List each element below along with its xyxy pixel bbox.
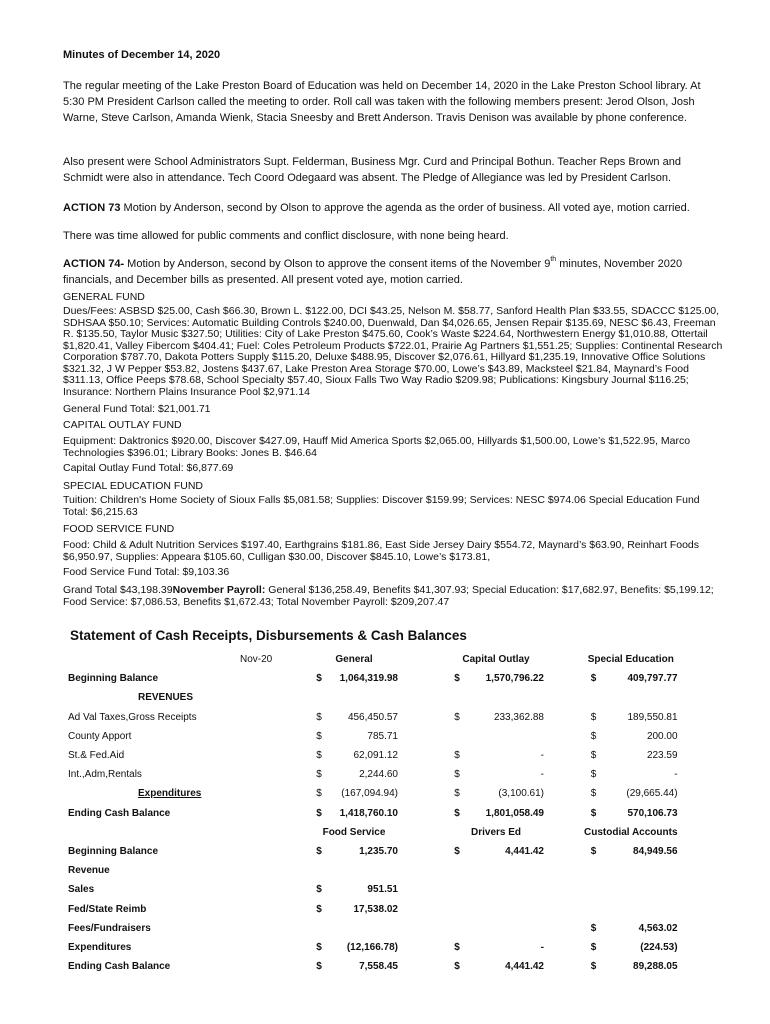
table-cell-amount: 2,244.60 bbox=[359, 769, 398, 781]
capital-outlay-heading: CAPITAL OUTLAY FUND bbox=[63, 419, 182, 431]
table-cell bbox=[603, 880, 677, 899]
table-cell bbox=[240, 669, 310, 688]
table-cell-currency: $ bbox=[454, 769, 460, 781]
table-cell bbox=[68, 650, 240, 669]
table-cell bbox=[544, 823, 584, 842]
table-cell-amount: 785.71 bbox=[367, 730, 398, 742]
table-cell bbox=[448, 919, 466, 938]
table-cell: Int.,Adm,Rentals bbox=[68, 769, 142, 781]
table-cell bbox=[398, 727, 448, 746]
table-cell bbox=[240, 784, 310, 803]
table-cell-amount: 4,563.02 bbox=[638, 922, 678, 934]
table-cell bbox=[544, 899, 584, 918]
table-cell bbox=[398, 823, 448, 842]
action-74 bbox=[63, 256, 723, 288]
table-cell bbox=[398, 919, 448, 938]
table-cell-amount: 951.51 bbox=[367, 884, 398, 896]
table-cell bbox=[240, 842, 310, 861]
table-cell bbox=[398, 899, 448, 918]
table-cell-amount: 223.59 bbox=[646, 750, 678, 762]
revenues-label: REVENUES bbox=[138, 692, 194, 704]
table-cell bbox=[448, 880, 466, 899]
table-cell: Beginning Balance bbox=[68, 673, 159, 685]
table-cell: Beginning Balance bbox=[68, 845, 159, 857]
table-cell bbox=[240, 899, 310, 918]
table-cell-currency: $ bbox=[316, 884, 322, 896]
table-cell bbox=[544, 727, 584, 746]
table-cell-currency: $ bbox=[590, 961, 597, 973]
table-row bbox=[68, 688, 678, 707]
table-cell bbox=[398, 804, 448, 823]
table-cell: Ending Cash Balance bbox=[68, 807, 171, 819]
table-cell: Sales bbox=[68, 884, 95, 896]
minutes-title: Minutes of December 14, 2020 bbox=[63, 49, 221, 61]
table-cell bbox=[328, 919, 398, 938]
table-cell-amount: (224.53) bbox=[640, 941, 678, 953]
table-row bbox=[68, 919, 678, 938]
col-capital-outlay: Capital Outlay bbox=[462, 654, 530, 666]
table-cell-amount: 233,362.88 bbox=[493, 711, 544, 723]
table-cell bbox=[68, 823, 240, 842]
table-cell-currency: $ bbox=[454, 673, 460, 685]
table-cell-currency: $ bbox=[316, 788, 322, 800]
table-cell-currency: $ bbox=[590, 845, 597, 857]
table-cell-currency: $ bbox=[454, 961, 460, 973]
table-cell-currency: $ bbox=[316, 903, 322, 915]
table-cell-amount: 89,288.05 bbox=[633, 961, 678, 973]
table-row bbox=[68, 842, 678, 861]
table-cell-currency: $ bbox=[454, 807, 460, 819]
action-73-label: ACTION 73 bbox=[63, 202, 121, 214]
table-cell-currency: $ bbox=[316, 769, 322, 781]
special-ed-heading: SPECIAL EDUCATION FUND bbox=[63, 480, 204, 492]
table-cell bbox=[544, 765, 584, 784]
paragraph-attendance: The regular meeting of the Lake Preston Board of Education was held on December 14, 2020 in the Lake Preston School library. At 5:30 PM President Carlson called the meeting to order. Roll call was taken with the following members present: Jerod Olson, Josh Warne, Steve Carlson, Amanda Wienk, Stacia Sneesby and Brett Anderson. Travis Denison was available by phone conference. bbox=[63, 80, 701, 124]
table-cell-amount: - bbox=[540, 750, 544, 762]
table-cell-amount: - bbox=[540, 941, 544, 953]
table-cell-amount: 4,441.42 bbox=[505, 845, 544, 857]
table-cell-currency: $ bbox=[316, 961, 322, 973]
table-cell bbox=[398, 957, 448, 976]
table-cell bbox=[398, 669, 448, 688]
table-cell-amount: 456,450.57 bbox=[347, 711, 398, 723]
table-cell bbox=[544, 938, 584, 957]
table-cell-currency: $ bbox=[316, 673, 322, 685]
table-cell-amount: 1,418,760.10 bbox=[339, 807, 398, 819]
table-cell: Expenditures bbox=[138, 788, 202, 800]
table-cell bbox=[240, 727, 310, 746]
col-special-education: Special Education bbox=[587, 654, 674, 666]
table-cell bbox=[398, 746, 448, 765]
action-73-text: Motion by Anderson, second by Olson to approve the agenda as the order of business. All voted aye, motion carried. bbox=[120, 202, 690, 214]
table-cell bbox=[240, 823, 310, 842]
table-row bbox=[68, 746, 678, 765]
table-cell bbox=[240, 708, 310, 727]
table-cell-currency: $ bbox=[590, 788, 597, 800]
table-cell: Fees/Fundraisers bbox=[68, 922, 151, 934]
table-cell-currency: $ bbox=[454, 750, 460, 762]
table-cell bbox=[240, 804, 310, 823]
table-cell-amount: (3,100.61) bbox=[498, 788, 544, 800]
table-cell-currency: $ bbox=[590, 673, 597, 685]
payroll-text: General $136,258.49, Benefits $41,307.93; Special Education: $17,682.97, Benefits: $5,199.12; Food Service: $7,086.53, Benefits $1,672.43; Total November Payroll: $209,207.47 bbox=[63, 584, 714, 608]
table-cell-amount: 1,235.70 bbox=[359, 845, 398, 857]
table-cell: Expenditures bbox=[68, 941, 132, 953]
table-cell: Ending Cash Balance bbox=[68, 961, 171, 973]
col-custodial: Custodial Accounts bbox=[584, 826, 678, 838]
general-fund-total: General Fund Total: $21,001.71 bbox=[63, 403, 211, 415]
table-row bbox=[68, 708, 678, 727]
table-header-row bbox=[68, 650, 678, 669]
table-cell bbox=[398, 708, 448, 727]
table-row bbox=[68, 804, 678, 823]
table-cell bbox=[466, 727, 544, 746]
table-cell bbox=[584, 899, 603, 918]
table-cell: Ad Val Taxes,Gross Receipts bbox=[68, 711, 197, 723]
table-header-row bbox=[68, 823, 678, 842]
table-cell-amount: - bbox=[674, 769, 678, 781]
table-cell-currency: $ bbox=[590, 922, 597, 934]
table-cell-amount: 4,441.42 bbox=[505, 961, 544, 973]
table-cell-currency: $ bbox=[316, 750, 322, 762]
table-cell-amount: 84,949.56 bbox=[633, 845, 678, 857]
paragraph-public-comments: There was time allowed for public comments and conflict disclosure, with none being heard. bbox=[63, 230, 509, 242]
table-cell-currency: $ bbox=[454, 711, 460, 723]
table-cell-amount: 1,064,319.98 bbox=[339, 673, 398, 685]
table-cell: Fed/State Reimb bbox=[68, 903, 147, 915]
table-cell bbox=[466, 919, 544, 938]
special-ed-text: Tuition: Children's Home Society of Sioux Falls $5,081.58; Supplies: Discover $159.99; Services: NESC $974.06 Special Education Fund Total: $6,215.63 bbox=[63, 494, 700, 518]
table-cell bbox=[544, 746, 584, 765]
table-row bbox=[68, 765, 678, 784]
table-row bbox=[68, 727, 678, 746]
food-service-text: Food: Child & Adult Nutrition Services $197.40, Earthgrains $181.86, East Side Jersey Dairy $554.72, Maynard’s $63.90, Reinhart Foods $6,950.97, Supplies: Appeara $105.60, Culligan $30.00, Discover $845.10, Lowe’s $173.81, bbox=[63, 539, 699, 563]
table-row bbox=[68, 861, 678, 880]
table-cell-amount: 7,558.45 bbox=[359, 961, 398, 973]
table-cell-amount: 1,801,058.49 bbox=[485, 807, 544, 819]
general-fund-heading: GENERAL FUND bbox=[63, 291, 145, 303]
capital-outlay-total: Capital Outlay Fund Total: $6,877.69 bbox=[63, 462, 234, 474]
table-cell bbox=[398, 880, 448, 899]
action-74-sup: th bbox=[550, 256, 557, 263]
revenue-label: Revenue bbox=[68, 865, 110, 877]
table-cell bbox=[398, 842, 448, 861]
table-cell: St.& Fed.Aid bbox=[68, 750, 125, 762]
table-cell bbox=[584, 880, 603, 899]
table-cell bbox=[398, 765, 448, 784]
table-cell bbox=[448, 727, 466, 746]
table-row bbox=[68, 669, 678, 688]
period-label: Nov-20 bbox=[240, 654, 273, 666]
table-cell bbox=[448, 899, 466, 918]
table-cell-amount: 409,797.77 bbox=[627, 673, 678, 685]
statement-title: Statement of Cash Receipts, Disbursements & Cash Balances bbox=[70, 628, 467, 643]
table-cell-amount: 200.00 bbox=[646, 730, 678, 742]
table-cell-amount: 1,570,796.22 bbox=[485, 673, 544, 685]
table-cell bbox=[544, 804, 584, 823]
table-cell-currency: $ bbox=[316, 711, 322, 723]
action-74-text-a: Motion by Anderson, second by Olson to approve the consent items of the November 9 bbox=[124, 258, 551, 270]
table-cell bbox=[240, 746, 310, 765]
table-row bbox=[68, 938, 678, 957]
action-73 bbox=[63, 200, 723, 216]
action-74-label: ACTION 74- bbox=[63, 258, 125, 270]
table-cell bbox=[544, 669, 584, 688]
table-cell bbox=[544, 880, 584, 899]
table-cell bbox=[398, 650, 448, 669]
table-cell: County Apport bbox=[68, 730, 132, 742]
table-row bbox=[68, 784, 678, 803]
table-cell bbox=[240, 938, 310, 957]
table-row bbox=[68, 899, 678, 918]
col-general: General bbox=[335, 654, 373, 666]
table-cell-currency: $ bbox=[590, 807, 597, 819]
table-cell-currency: $ bbox=[454, 788, 460, 800]
grand-total: Grand Total $43,198.39 bbox=[63, 584, 173, 596]
table-cell-currency: $ bbox=[454, 845, 460, 857]
table-cell-currency: $ bbox=[590, 730, 597, 742]
table-cell bbox=[544, 784, 584, 803]
table-cell bbox=[310, 919, 328, 938]
table-cell-amount: - bbox=[540, 769, 544, 781]
table-cell bbox=[544, 842, 584, 861]
table-cell-currency: $ bbox=[316, 730, 322, 742]
table-cell-amount: (29,665.44) bbox=[626, 788, 678, 800]
table-cell-amount: 62,091.12 bbox=[353, 750, 398, 762]
table-cell-currency: $ bbox=[316, 845, 322, 857]
paragraph-also-present: Also present were School Administrators Supt. Felderman, Business Mgr. Curd and Principal Bothun. Teacher Reps Brown and Schmidt were also in attendance. Tech Coord Odegaard was absent. The Pledge of Allegiance was led by President Carlson. bbox=[63, 156, 681, 184]
table-cell bbox=[466, 899, 544, 918]
table-cell bbox=[544, 957, 584, 976]
table-cell bbox=[240, 765, 310, 784]
table-cell bbox=[240, 957, 310, 976]
table-cell-amount: 189,550.81 bbox=[627, 711, 678, 723]
table-cell bbox=[544, 708, 584, 727]
grand-total-payroll bbox=[63, 585, 723, 608]
table-cell-currency: $ bbox=[590, 769, 597, 781]
table-cell bbox=[240, 880, 310, 899]
table-row bbox=[68, 880, 678, 899]
table-cell-currency: $ bbox=[454, 941, 460, 953]
col-drivers-ed: Drivers Ed bbox=[470, 826, 522, 838]
col-food-service: Food Service bbox=[322, 826, 386, 838]
table-cell-amount: (12,166.78) bbox=[346, 941, 398, 953]
payroll-label: November Payroll: bbox=[172, 584, 266, 596]
cash-statement-table bbox=[68, 650, 678, 976]
food-service-heading: FOOD SERVICE FUND bbox=[63, 523, 175, 535]
table-cell-currency: $ bbox=[590, 941, 597, 953]
table-cell-amount: (167,094.94) bbox=[341, 788, 398, 800]
table-cell bbox=[544, 919, 584, 938]
table-cell bbox=[603, 899, 677, 918]
table-cell bbox=[544, 650, 584, 669]
capital-outlay-text: Equipment: Daktronics $920.00, Discover $427.09, Hauff Mid America Sports $2,065.00, Hillyards $1,500.00, Lowe’s $1,522.95, Marco Technologies $396.01; Library Books: Jones B. $46.64 bbox=[63, 435, 691, 459]
table-row bbox=[68, 957, 678, 976]
general-fund-text: Dues/Fees: ASBSD $25.00, Cash $66.30, Brown L. $122.00, DCI $43.25, Nelson M. $58.77, Sanford Health Plan $33.55, SDACCC $125.00, SDHSAA $50.10; Services: Automatic Building Controls $240.00, Duenwald, Dan $4,026.65, Jensen Repair $135.69, NESC $6.43, Freeman R. $135.50, Taylor Music $327.50; Utilities: City of Lake Preston $475.60, Cook’s Waste $224.64, Northwestern Energy $1,010.88, Ottertail $1,820.41, Valley Fibercom $404.41; Fuel: Coles Petroleum Products $722.01, Prairie Ag Partners $1,551.25; Supplies: Continental Research Corporation $787.70, Dakota Potters Supply $115.20, Deluxe $488.95, Discover $2,076.61, Hillyard $1,235.19, Innovative Office Solutions $321.32, J W Pepper $53.82, Jostens $437.67, Lake Preston Area Storage $70.00, Lowe’s $43.89, Macksteel $21.84, Maynard’s Food $311.13, Office Peeps $78.68, School Specialty $57.40, Sioux Falls Two Way Radio $209.98; Publications: Kingsbury Journal $116.25; Insurance: Northern Plains Insurance Pool $2,971.14 bbox=[63, 305, 723, 398]
action-74-text-b: minutes, November 2020 financials, and December bills as presented. All present voted aye, motion carried. bbox=[63, 258, 683, 286]
table-cell-amount: 570,106.73 bbox=[627, 807, 678, 819]
table-cell-currency: $ bbox=[590, 750, 597, 762]
table-cell bbox=[398, 938, 448, 957]
table-cell-currency: $ bbox=[316, 807, 322, 819]
table-cell-currency: $ bbox=[590, 711, 597, 723]
table-cell-currency: $ bbox=[316, 941, 322, 953]
food-service-total: Food Service Fund Total: $9,103.36 bbox=[63, 566, 230, 578]
table-cell bbox=[398, 784, 448, 803]
table-cell-amount: 17,538.02 bbox=[353, 903, 398, 915]
table-cell bbox=[466, 880, 544, 899]
table-cell bbox=[240, 919, 310, 938]
